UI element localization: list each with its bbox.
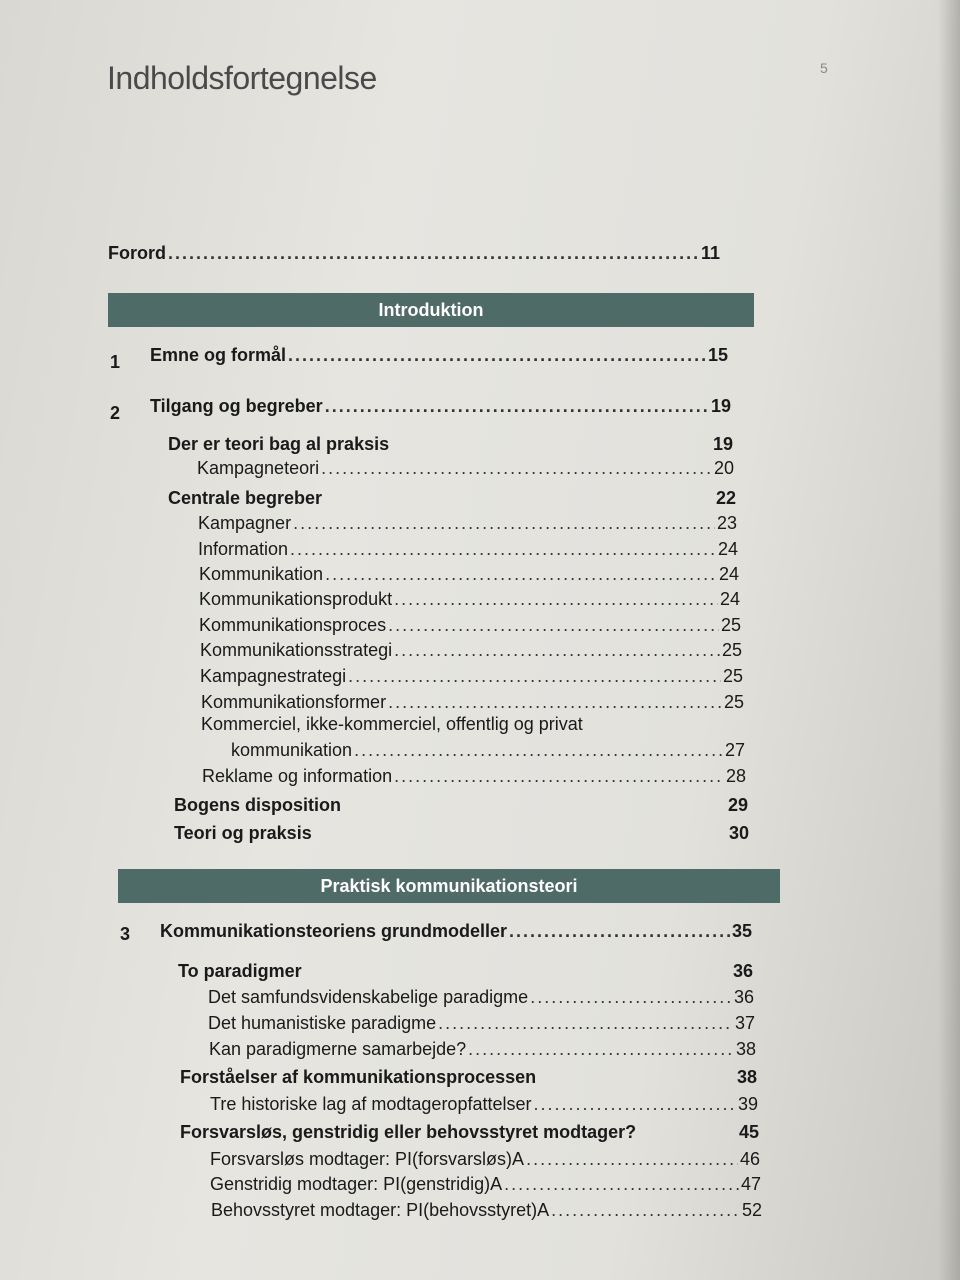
leader-dots [438, 1013, 733, 1034]
page-title: Indholdsfortegnelse [107, 60, 377, 96]
leader-dots [325, 564, 717, 585]
toc-chapter-3 [160, 921, 752, 942]
toc-page: 45 [738, 1122, 759, 1142]
toc-label: Forsvarsløs, genstridig eller behovsstyret modtager? [180, 1122, 637, 1142]
toc-page: 24 [717, 539, 738, 559]
toc-page: 19 [712, 434, 733, 454]
toc-page: 38 [735, 1039, 756, 1059]
toc-label: Emne og formål [150, 345, 287, 365]
section-bar-introduktion: Introduktion [108, 293, 754, 327]
toc-entry [199, 615, 741, 636]
toc-entry [210, 1149, 760, 1170]
toc-entry [174, 823, 749, 844]
toc-entry [211, 1200, 762, 1221]
toc-entry [231, 740, 745, 761]
toc-entry [168, 488, 736, 509]
toc-label: Kommunikationsformer [201, 692, 387, 712]
toc-label: Tilgang og begreber [150, 396, 323, 416]
toc-label: To paradigmer [178, 961, 302, 981]
toc-page: 22 [715, 488, 736, 508]
toc-label: Kommunikationsprodukt [199, 589, 393, 609]
toc-page: 25 [723, 692, 744, 712]
page-edge-shadow [938, 0, 960, 1280]
leader-dots [504, 1174, 739, 1195]
toc-page: 24 [719, 589, 740, 609]
toc-page: 38 [736, 1067, 757, 1087]
toc-page: 46 [739, 1149, 760, 1169]
leader-dots [526, 1149, 738, 1170]
leader-dots [290, 539, 716, 560]
toc-entry [197, 458, 734, 479]
page-number: 5 [820, 60, 828, 76]
toc-entry [209, 1039, 756, 1060]
toc-label: Genstridig modtager: PI(genstridig)A [210, 1174, 503, 1194]
leader-dots [551, 1200, 740, 1221]
toc-label: Kampagner [198, 513, 292, 533]
toc-entry [200, 666, 743, 687]
leader-dots [348, 666, 721, 687]
leader-dots [394, 766, 724, 787]
leader-dots [168, 243, 699, 264]
leader-dots [388, 692, 722, 713]
toc-page: 25 [722, 666, 743, 686]
toc-entry [198, 539, 738, 560]
leader-dots [354, 740, 723, 761]
toc-label: Det samfundsvidenskabelige paradigme [208, 987, 529, 1007]
toc-page: 23 [716, 513, 737, 533]
toc-page: 52 [741, 1200, 762, 1220]
toc-entry-forord [108, 243, 720, 264]
chapter-number: 3 [120, 924, 131, 944]
toc-page: 25 [721, 640, 742, 660]
toc-page: 30 [728, 823, 749, 843]
chapter-number: 1 [110, 352, 121, 372]
toc-label: Centrale begreber [168, 488, 323, 508]
toc-page: 20 [713, 458, 734, 478]
toc-label: Forord [108, 243, 166, 263]
leader-dots [321, 458, 712, 479]
leader-dots [468, 1039, 734, 1060]
toc-page: 11 [700, 243, 720, 263]
toc-label: Bogens disposition [174, 795, 342, 815]
toc-entry [201, 714, 721, 735]
toc-chapter-1 [150, 345, 728, 366]
leader-dots [394, 589, 718, 610]
toc-page: 36 [732, 961, 753, 981]
toc-label: Kampagneteori [197, 458, 320, 478]
toc-label: Information [198, 539, 289, 559]
toc-entry [210, 1094, 758, 1115]
toc-label: Kommunikationsstrategi [200, 640, 393, 660]
toc-label: Det humanistiske paradigme [208, 1013, 437, 1033]
toc-label: kommunikation [231, 740, 353, 760]
toc-label: Forsvarsløs modtager: PI(forsvarsløs)A [210, 1149, 525, 1169]
toc-page: 35 [731, 921, 752, 941]
toc-label: Reklame og information [202, 766, 393, 786]
toc-entry [208, 987, 754, 1008]
toc-label: Behovsstyret modtager: PI(behovsstyret)A [211, 1200, 550, 1220]
toc-page: 36 [733, 987, 754, 1007]
toc-page: 39 [737, 1094, 758, 1114]
toc-entry [174, 795, 748, 816]
toc-entry [178, 961, 753, 982]
toc-label: Kommerciel, ikke-kommerciel, offentlig og privat [201, 714, 583, 734]
toc-label: Teori og praksis [174, 823, 312, 843]
toc-page: 47 [740, 1174, 761, 1194]
toc-page: 24 [718, 564, 739, 584]
leader-dots [325, 396, 709, 417]
toc-entry [168, 434, 733, 455]
leader-dots [534, 1094, 736, 1115]
toc-page: 15 [707, 345, 728, 365]
toc-entry [180, 1122, 759, 1143]
section-bar-praktisk: Praktisk kommunikationsteori [118, 869, 780, 903]
toc-entry [198, 513, 737, 534]
toc-label: Kampagnestrategi [200, 666, 347, 686]
toc-label: Kan paradigmerne samarbejde? [209, 1039, 467, 1059]
toc-label: Kommunikationsproces [199, 615, 387, 635]
leader-dots [509, 921, 730, 942]
toc-entry [210, 1174, 761, 1195]
toc-entry [201, 692, 744, 713]
toc-page: 28 [725, 766, 746, 786]
leader-dots [530, 987, 732, 1008]
toc-chapter-2 [150, 396, 731, 417]
toc-entry [208, 1013, 755, 1034]
leader-dots [394, 640, 720, 661]
toc-entry [199, 564, 739, 585]
toc-entry [199, 589, 740, 610]
toc-label: Kommunikationsteoriens grundmodeller [160, 921, 508, 941]
toc-label: Kommunikation [199, 564, 324, 584]
leader-dots [388, 615, 719, 636]
toc-label: Forståelser af kommunikationsprocessen [180, 1067, 537, 1087]
toc-entry [200, 640, 742, 661]
toc-entry [180, 1067, 757, 1088]
leader-dots [293, 513, 715, 534]
toc-label: Tre historiske lag af modtageropfattelser [210, 1094, 532, 1114]
toc-page: 25 [720, 615, 741, 635]
toc-entry [202, 766, 746, 787]
toc-page: 19 [710, 396, 731, 416]
leader-dots [288, 345, 706, 366]
toc-page: 37 [734, 1013, 755, 1033]
toc-label: Der er teori bag al praksis [168, 434, 390, 454]
chapter-number: 2 [110, 403, 121, 423]
toc-page: 27 [724, 740, 745, 760]
toc-page: 29 [727, 795, 748, 815]
